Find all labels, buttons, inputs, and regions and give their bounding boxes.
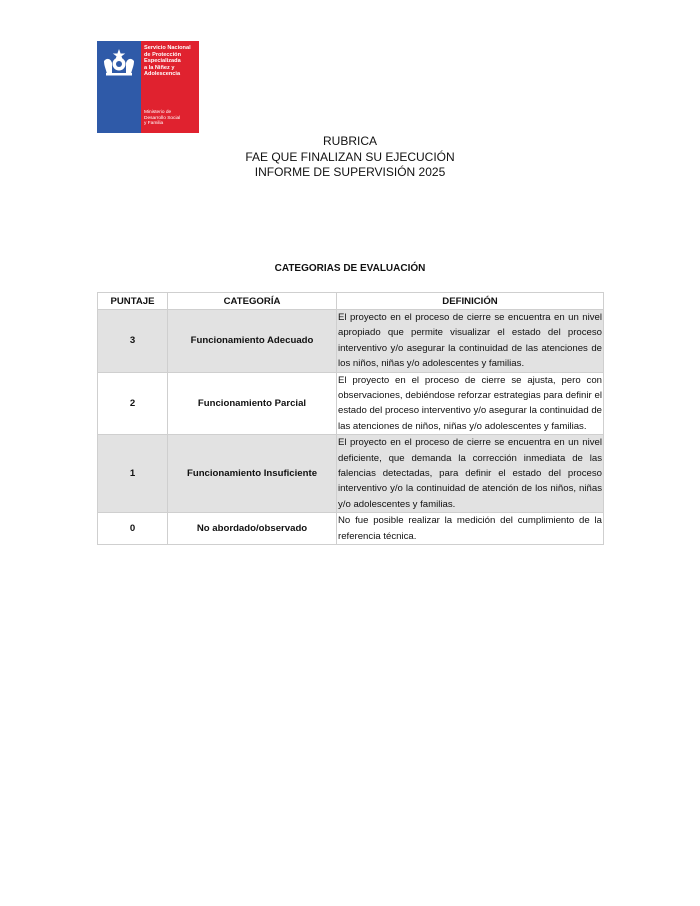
row-category: Funcionamiento Insuficiente	[168, 435, 337, 513]
title-line-informe: INFORME DE SUPERVISIÓN 2025	[254, 165, 446, 179]
chile-coat-of-arms-icon	[100, 47, 138, 77]
table-row	[98, 372, 604, 435]
logo-blue-panel	[97, 41, 141, 133]
logo-ministry-name: Ministerio de Desarrollo Social y Familia	[144, 110, 181, 127]
header-puntaje: PUNTAJE	[98, 293, 168, 310]
row-score: 0	[98, 513, 168, 545]
row-definition: El proyecto en el proceso de cierre se encuentra en un nivel apropiado que permite visualizar el estado del proceso interventivo y/o asegurar la continuidad de las atenciones de los niños, niñas y/o adolescentes y familias.	[337, 310, 604, 373]
document-title	[150, 134, 550, 181]
title-line-rubrica: RUBRICA	[322, 134, 377, 148]
header-definicion: DEFINICIÓN	[337, 293, 604, 310]
row-score: 2	[98, 372, 168, 435]
table-header-row	[98, 293, 604, 310]
row-definition: El proyecto en el proceso de cierre se ajusta, pero con observaciones, debiéndose reforzar estrategias para definir el estado del proceso interventivo y/o asegurar la continuidad de las atenciones de niños, niñas y/o adolescentes y familias.	[337, 372, 604, 435]
institution-logo	[97, 41, 199, 133]
logo-red-panel	[141, 41, 199, 133]
evaluation-categories-table	[97, 292, 604, 545]
row-score: 1	[98, 435, 168, 513]
table-row	[98, 435, 604, 513]
row-definition: No fue posible realizar la medición del cumplimiento de la referencia técnica.	[337, 513, 604, 545]
title-line-fae: FAE QUE FINALIZAN SU EJECUCIÓN	[245, 149, 455, 164]
row-definition: El proyecto en el proceso de cierre se encuentra en un nivel deficiente, que demanda la corrección inmediata de las falencias detectadas, para definir el estado del proceso interventivo y/o la continuidad de atención de los niños, niñas y/o adolescentes y familias.	[337, 435, 604, 513]
row-category: No abordado/observado	[168, 513, 337, 545]
header-categoria: CATEGORÍA	[168, 293, 337, 310]
logo-service-name: Servicio Nacional de Protección Especializada a la Niñez y Adolescencia	[144, 45, 191, 78]
table-row	[98, 310, 604, 373]
table-row	[98, 513, 604, 545]
row-category: Funcionamiento Adecuado	[168, 310, 337, 373]
row-score: 3	[98, 310, 168, 373]
section-title: CATEGORIAS DE EVALUACIÓN	[274, 263, 426, 274]
row-category: Funcionamiento Parcial	[168, 372, 337, 435]
